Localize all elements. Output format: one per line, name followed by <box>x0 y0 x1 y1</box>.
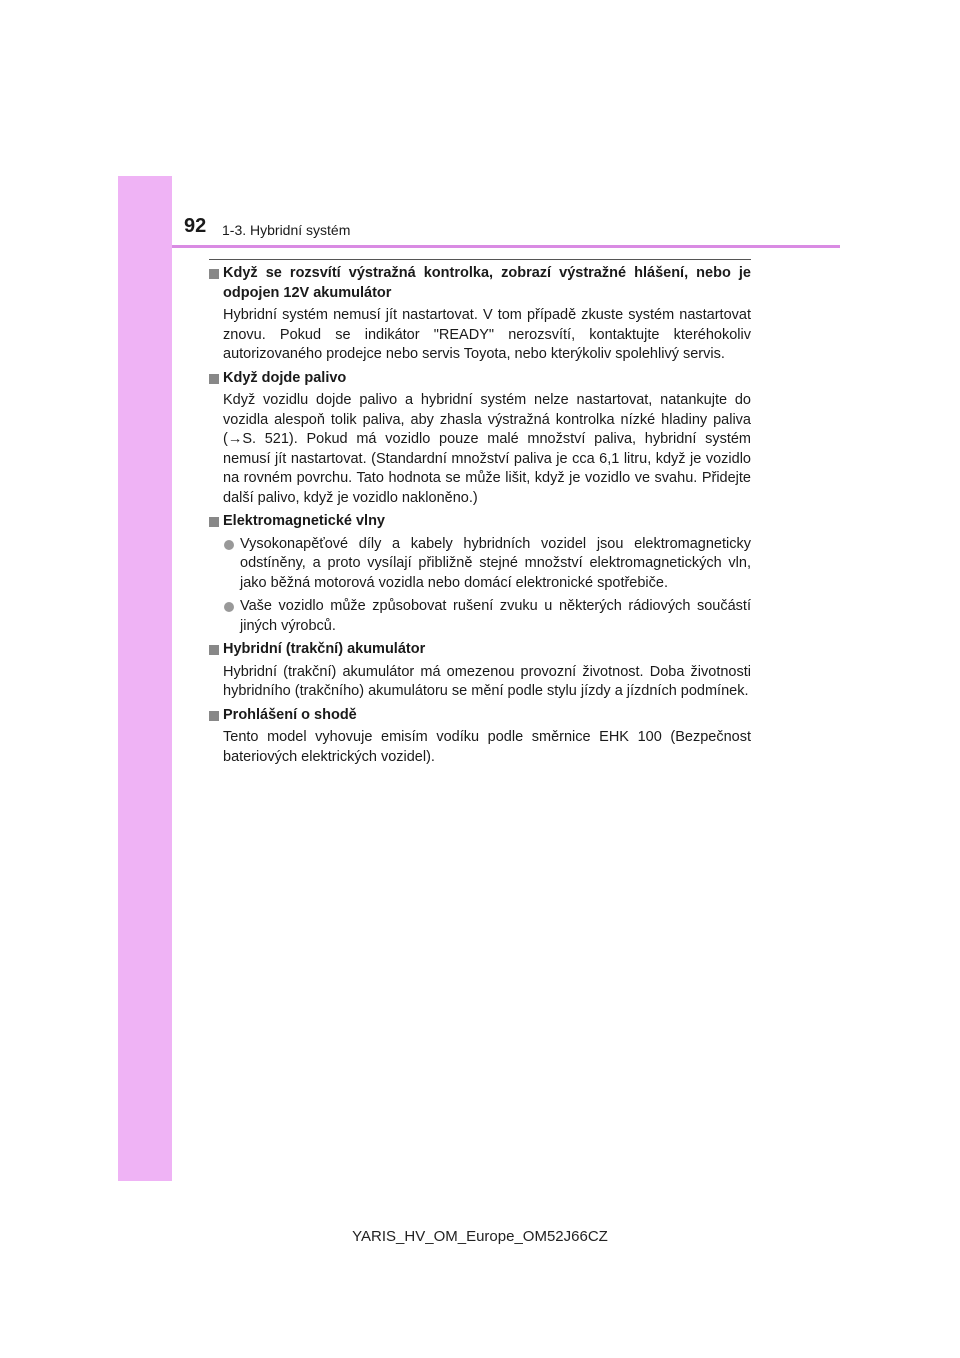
section-title: Elektromagnetické vlny <box>223 513 385 529</box>
chapter-title: 1-3. Hybridní systém <box>222 222 351 238</box>
document-code-footer: YARIS_HV_OM_Europe_OM52J66CZ <box>352 1228 608 1245</box>
page-content <box>209 264 751 771</box>
section-declaration-of-conformity <box>209 706 751 768</box>
square-bullet-icon <box>209 517 219 527</box>
section-title: Hybridní (trakční) akumulátor <box>223 641 426 657</box>
page-number: 92 <box>184 215 207 237</box>
section-hybrid-battery <box>209 640 751 702</box>
section-body: Když vozidlu dojde palivo a hybridní systém nelze nastartovat, natankujte do vozidla alespoň tolik paliva, aby zhasla výstražná kontrolka nízké hladiny paliva (→S. 521). Pokud má vozidlo pouze malé množství paliva, hybridní systém nemusí jít nastartovat. (Standardní množství paliva je cca 6,1 litru, když je vozidlo na rovném povrchu. Tato hodnota se může lišit, když je vozidlo ve svahu. Přidejte další palivo, když je vozidlo nakloněno.) <box>223 392 751 506</box>
section-body: Tento model vyhovuje emisím vodíku podle směrnice EHK 100 (Bezpečnost bateriových elektrických vozidel). <box>223 729 751 765</box>
square-bullet-icon <box>209 645 219 655</box>
header-divider <box>172 245 840 248</box>
section-body: Hybridní (trakční) akumulátor má omezenou provozní životnost. Doba životnosti hybridního (trakčního) akumulátoru se mění podle stylu jízdy a jízdních podmínek. <box>223 663 751 699</box>
list-item-text: Vaše vozidlo může způsobovat rušení zvuku u některých rádiových součástí jiných výrobců. <box>240 598 751 634</box>
section-out-of-fuel <box>209 369 751 509</box>
list-item <box>223 535 751 594</box>
content-top-rule <box>209 259 751 260</box>
circle-bullet-icon <box>224 540 234 550</box>
circle-bullet-icon <box>224 602 234 612</box>
section-title: Když se rozsvítí výstražná kontrolka, zobrazí výstražné hlášení, nebo je odpojen 12V akumulátor <box>223 265 751 301</box>
section-warning-light <box>209 264 751 365</box>
chapter-sidebar <box>118 176 172 1181</box>
section-electromagnetic-waves <box>209 512 751 636</box>
square-bullet-icon <box>209 711 219 721</box>
list-item <box>223 597 751 636</box>
square-bullet-icon <box>209 374 219 384</box>
section-title: Když dojde palivo <box>223 369 347 386</box>
section-title: Prohlášení o shodě <box>223 706 357 723</box>
square-bullet-icon <box>209 269 219 279</box>
list-item-text: Vysokonapěťové díly a kabely hybridních vozidel jsou elektromagneticky odstíněny, a proto vysílají přibližně stejné množství elektromagnetických vln, jako běžná motorová vozidla nebo domácí elektronické spotřebiče. <box>240 535 751 591</box>
section-body: Hybridní systém nemusí jít nastartovat. V tom případě zkuste systém nastartovat znovu. Pokud se indikátor "READY" nerozsvítí, kontaktujte kteréhokoliv autorizovaného prodejce nebo servis Toyota, nebo kterýkoliv spolehlivý servis. <box>223 307 751 362</box>
